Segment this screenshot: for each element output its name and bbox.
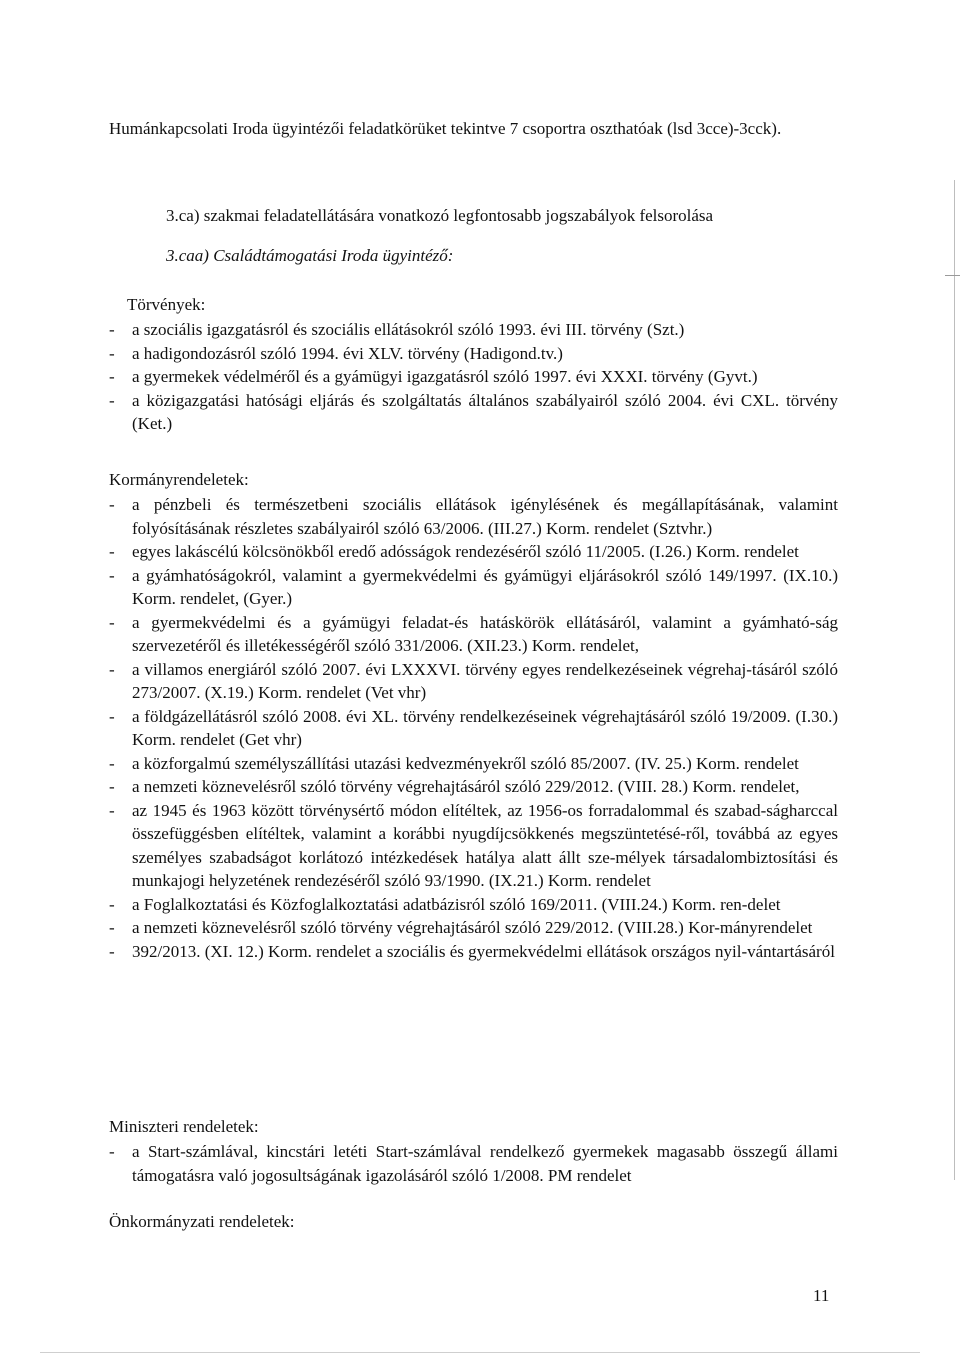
scan-edge-line: [954, 180, 955, 1180]
list-item: - a közforgalmú személyszállítási utazási kedvezményekről szóló 85/2007. (IV. 25.) Korm. rendelet: [109, 752, 838, 776]
list-item: - a közigazgatási hatósági eljárás és szolgáltatás általános szabályairól szóló 2004. évi CXL. törvény (Ket.): [109, 389, 838, 436]
intro-paragraph: Humánkapcsolati Iroda ügyintézői feladatkörüket tekintve 7 csoportra oszthatóak (lsd 3cce)-3cck).: [109, 119, 782, 138]
list-item: - a gyámhatóságokról, valamint a gyermekvédelmi és gyámügyi eljárásokról szóló 149/1997. (IX.10.) Korm. rendelet, (Gyer.): [109, 564, 838, 611]
list-item: - a szociális igazgatásról és szociális ellátásokról szóló 1993. évi III. törvény (Szt.): [109, 318, 838, 342]
miniszteri-list: [109, 1140, 838, 1187]
list-item: - a földgázellátásról szóló 2008. évi XL. törvény rendelkezéseinek végrehajtásáról szóló 19/2009. (I.30.) Korm. rendelet (Get vhr): [109, 705, 838, 752]
list-item: - a gyermekvédelmi és a gyámügyi feladat-és hatáskörök ellátásáról, valamint a gyámható-ság szervezetéről és illetékességéről szóló 331/2006. (XII.23.) Korm. rendelet,: [109, 611, 838, 658]
list-item: - a Start-számlával, kincstári letéti Start-számlával rendelkező gyermekek magasabb összegű állami támogatásra való jogosultságának igazolásáról szóló 1/2008. PM rendelet: [109, 1140, 838, 1187]
page-number: 11: [813, 1286, 830, 1305]
miniszteri-title: Miniszteri rendeletek:: [109, 1117, 259, 1136]
list-item: - az 1945 és 1963 között törvénysértő módon elítéltek, az 1956-os forradalommal és szabad-ságharccal összefüggésben elítéltek, valamint a korábbi nyugdíjcsökkenés megszüntetésé-ről, továbbá az egyes személyes szabadságot korlátozó intézkedések hatálya alatt állt sze-mélyek társadalombiztosítási és munkajogi helyzetének rendezéséről szóló 93/1990. (IX.21.) Korm. rendelet: [109, 799, 838, 893]
list-item: - a gyermekek védelméről és a gyámügyi igazgatásról szóló 1997. évi XXXI. törvény (Gyvt.): [109, 365, 838, 389]
scan-bottom-rule: [40, 1352, 920, 1353]
onkormanyzati-title: Önkormányzati rendeletek:: [109, 1212, 295, 1231]
list-item: - a pénzbeli és természetbeni szociális ellátások igénylésének és megállapításának, valamint folyósításának részletes szabályairól szóló 63/2006. (III.27.) Korm. rendelet (Sztvhr.): [109, 493, 838, 540]
list-item: - a nemzeti köznevelésről szóló törvény végrehajtásáról szóló 229/2012. (VIII.28.) Kor-mányrendelet: [109, 916, 838, 940]
kormanyrendeletek-title: Kormányrendeletek:: [109, 470, 249, 489]
section-heading-3caa: 3.caa) Családtámogatási Iroda ügyintéző:: [166, 246, 454, 265]
torvenyek-list: [109, 318, 838, 436]
scan-edge-tick: [945, 275, 960, 276]
torvenyek-title: Törvények:: [127, 295, 206, 314]
kormanyrendeletek-list: [109, 493, 838, 963]
list-item: - a hadigondozásról szóló 1994. évi XLV. törvény (Hadigond.tv.): [109, 342, 838, 366]
section-heading-3ca: 3.ca) szakmai feladatellátására vonatkozó legfontosabb jogszabályok felsorolása: [166, 206, 714, 225]
list-item: - a nemzeti köznevelésről szóló törvény végrehajtásáról szóló 229/2012. (VIII. 28.) Korm. rendelet,: [109, 775, 838, 799]
list-item: - a Foglalkoztatási és Közfoglalkoztatási adatbázisról szóló 169/2011. (VIII.24.) Korm. ren-delet: [109, 893, 838, 917]
list-item: - 392/2013. (XI. 12.) Korm. rendelet a szociális és gyermekvédelmi ellátások országos nyil-vántartásáról: [109, 940, 838, 964]
list-item: - a villamos energiáról szóló 2007. évi LXXXVI. törvény egyes rendelkezéseinek végrehaj-tásáról szóló 273/2007. (X.19.) Korm. rendelet (Vet vhr): [109, 658, 838, 705]
list-item: - egyes lakáscélú kölcsönökből eredő adósságok rendezéséről szóló 11/2005. (I.26.) Korm. rendelet: [109, 540, 838, 564]
